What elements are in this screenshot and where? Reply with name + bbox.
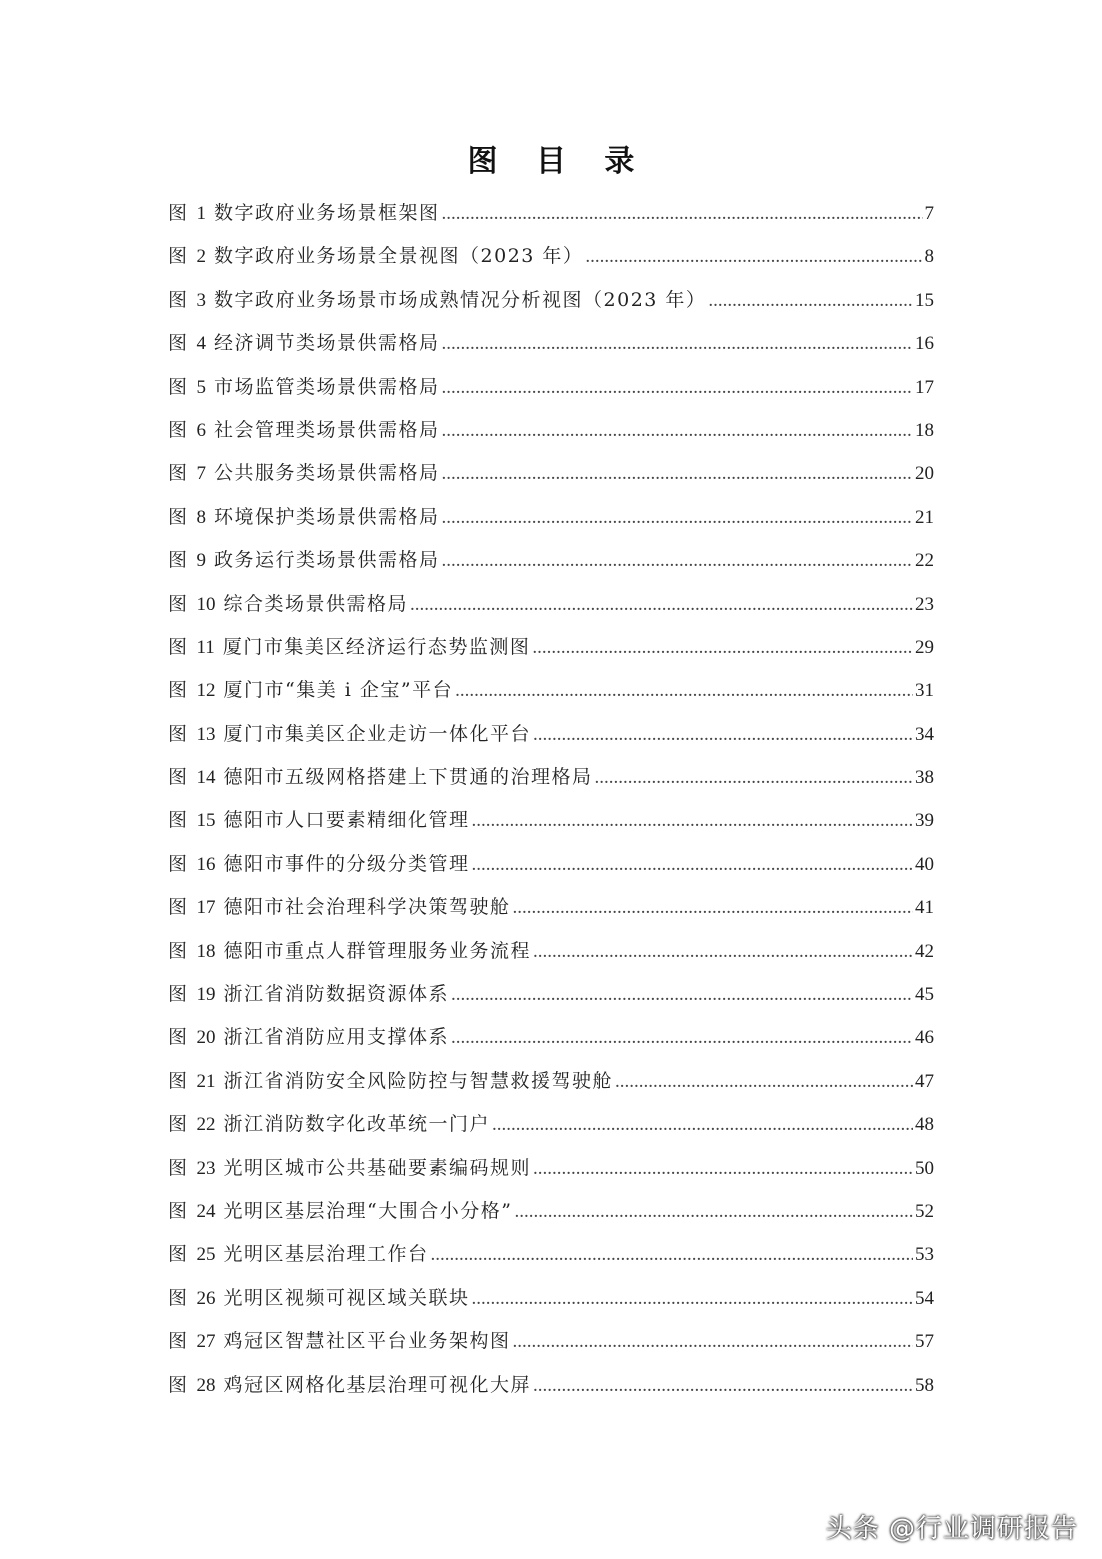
toc-entry-prefix: 图 <box>168 766 189 789</box>
toc-entry-prefix: 图 <box>168 1286 189 1309</box>
toc-entry-title: 光明区基层治理工作台 <box>223 1243 429 1266</box>
toc-entry[interactable] <box>168 1320 934 1363</box>
toc-entry[interactable] <box>168 886 934 929</box>
toc-entry-number: 20 <box>196 1027 216 1049</box>
dot-leader <box>442 539 913 582</box>
toc-entry-page: 39 <box>915 810 934 832</box>
toc-entry[interactable] <box>168 1190 934 1233</box>
toc-entry[interactable] <box>168 322 934 365</box>
toc-entry-page: 54 <box>915 1287 934 1309</box>
toc-entry-number: 16 <box>196 853 216 875</box>
toc-entry-page: 47 <box>915 1070 934 1092</box>
dot-leader <box>513 1320 913 1363</box>
toc-entry-prefix: 图 <box>168 462 189 485</box>
dot-leader <box>442 452 913 495</box>
dot-leader <box>492 1103 913 1146</box>
dot-leader <box>585 235 922 278</box>
toc-entry-prefix: 图 <box>168 1199 189 1222</box>
toc-entry-number: 28 <box>196 1374 216 1396</box>
watermark: 头条 @行业调研报告 <box>825 1514 1078 1544</box>
dot-leader <box>472 1277 913 1320</box>
dot-leader <box>410 583 913 626</box>
toc-entry-number: 11 <box>196 636 215 658</box>
toc-entry-number: 12 <box>196 680 216 702</box>
toc-entry-page: 31 <box>915 680 934 702</box>
toc-entry-page: 29 <box>915 636 934 658</box>
toc-entry[interactable] <box>168 1233 934 1276</box>
dot-leader <box>442 322 913 365</box>
toc-entry-page: 50 <box>915 1157 934 1179</box>
toc-entry-prefix: 图 <box>168 1026 189 1049</box>
toc-entry-page: 48 <box>915 1114 934 1136</box>
toc-entry-title: 环境保护类场景供需格局 <box>214 505 440 528</box>
toc-entry-page: 40 <box>915 853 934 875</box>
toc-entry[interactable] <box>168 843 934 886</box>
toc-entry-number: 1 <box>196 203 207 224</box>
toc-entry[interactable] <box>168 669 934 712</box>
dot-leader <box>533 1147 913 1190</box>
toc-entry[interactable] <box>168 1364 934 1407</box>
toc-entry-prefix: 图 <box>168 245 189 268</box>
toc-entry-prefix: 图 <box>168 809 189 832</box>
toc-entry-prefix: 图 <box>168 1330 189 1353</box>
toc-entry-number: 19 <box>196 984 216 1006</box>
toc-entry-title: 数字政府业务场景市场成熟情况分析视图（2023 年） <box>214 288 707 311</box>
dot-leader <box>431 1233 913 1276</box>
toc-entry-number: 18 <box>196 940 216 962</box>
toc-entry-number: 2 <box>196 246 207 268</box>
page-title: 图 目 录 <box>467 144 649 179</box>
toc-entry-page: 22 <box>915 550 934 572</box>
toc-entry[interactable] <box>168 235 934 278</box>
dot-leader <box>472 843 913 886</box>
toc-entry-number: 15 <box>196 810 216 832</box>
toc-entry[interactable] <box>168 756 934 799</box>
toc-entry-prefix: 图 <box>168 1069 189 1092</box>
toc-entry-page: 53 <box>915 1244 934 1266</box>
toc-entry-page: 38 <box>915 767 934 789</box>
dot-leader <box>451 973 913 1016</box>
toc-entry-title: 光明区城市公共基础要素编码规则 <box>223 1156 532 1179</box>
toc-entry-prefix: 图 <box>168 202 189 224</box>
toc-entry-prefix: 图 <box>168 852 189 875</box>
toc-entry-prefix: 图 <box>168 288 189 311</box>
toc-entry-prefix: 图 <box>168 1156 189 1179</box>
toc-entry-title: 数字政府业务场景全景视图（2023 年） <box>214 245 584 268</box>
toc-entry-prefix: 图 <box>168 375 189 398</box>
toc-entry[interactable] <box>168 583 934 626</box>
toc-entry-page: 20 <box>915 463 934 485</box>
toc-entry-prefix: 图 <box>168 592 189 615</box>
toc-entry[interactable] <box>168 496 934 539</box>
toc-entry-prefix: 图 <box>168 635 189 658</box>
toc-entry[interactable] <box>168 1277 934 1320</box>
toc-entry-prefix: 图 <box>168 1113 189 1136</box>
toc-entry-number: 25 <box>196 1244 216 1266</box>
toc-entry[interactable] <box>168 930 934 973</box>
toc-entry-number: 5 <box>196 376 207 398</box>
toc-entry-page: 46 <box>915 1027 934 1049</box>
toc-entry-number: 26 <box>196 1287 216 1309</box>
toc-entry-title: 德阳市五级网格搭建上下贯通的治理格局 <box>223 766 593 789</box>
toc-entry-prefix: 图 <box>168 679 189 702</box>
toc-entry-page: 21 <box>915 506 934 528</box>
dot-leader <box>532 626 913 669</box>
toc-entry[interactable] <box>168 192 934 235</box>
toc-entry-title: 浙江省消防安全风险防控与智慧救援驾驶舱 <box>223 1069 614 1092</box>
toc-entry-page: 23 <box>915 593 934 615</box>
toc-entry-title: 数字政府业务场景框架图 <box>214 202 440 224</box>
toc-entry-prefix: 图 <box>168 505 189 528</box>
toc-entry-number: 17 <box>196 897 216 919</box>
toc-entry-number: 3 <box>196 289 207 311</box>
toc-entry-title: 德阳市事件的分级分类管理 <box>223 852 470 875</box>
dot-leader <box>514 1190 913 1233</box>
toc-entry-number: 10 <box>196 593 216 615</box>
toc-entry-title: 光明区基层治理“大围合小分格” <box>223 1199 513 1222</box>
toc-entry[interactable] <box>168 626 934 669</box>
dot-leader <box>442 409 913 452</box>
toc-entry-title: 德阳市人口要素精细化管理 <box>223 809 470 832</box>
toc-entry-title: 经济调节类场景供需格局 <box>214 332 440 355</box>
figure-table-of-contents <box>168 192 934 1407</box>
toc-entry-title: 光明区视频可视区域关联块 <box>223 1286 470 1309</box>
toc-entry-prefix: 图 <box>168 983 189 1006</box>
toc-entry-title: 浙江省消防应用支撑体系 <box>223 1026 450 1049</box>
toc-entry[interactable] <box>168 409 934 452</box>
toc-entry[interactable] <box>168 713 934 756</box>
toc-entry-number: 24 <box>196 1200 216 1222</box>
toc-entry-page: 52 <box>915 1200 934 1222</box>
toc-entry-title: 厦门市集美区经济运行态势监测图 <box>222 635 531 658</box>
toc-entry[interactable] <box>168 366 934 409</box>
dot-leader <box>595 756 913 799</box>
dot-leader <box>533 713 913 756</box>
toc-entry-page: 17 <box>915 376 934 398</box>
dot-leader <box>442 496 913 539</box>
toc-entry-page: 45 <box>915 984 934 1006</box>
toc-entry-title: 厦门市“集美 i 企宝”平台 <box>223 679 454 702</box>
toc-entry-number: 22 <box>196 1114 216 1136</box>
dot-leader <box>455 669 913 712</box>
toc-entry-number: 21 <box>196 1070 216 1092</box>
toc-entry-page: 58 <box>915 1374 934 1396</box>
toc-entry-prefix: 图 <box>168 418 189 441</box>
toc-entry-page: 15 <box>915 289 934 311</box>
toc-entry-title: 德阳市社会治理科学决策驾驶舱 <box>223 896 511 919</box>
toc-entry-prefix: 图 <box>168 1373 189 1396</box>
toc-entry-title: 浙江省消防数据资源体系 <box>223 983 450 1006</box>
toc-entry[interactable] <box>168 1016 934 1059</box>
toc-entry-page: 57 <box>915 1331 934 1353</box>
toc-entry-title: 德阳市重点人群管理服务业务流程 <box>223 939 532 962</box>
toc-entry-title: 鸡冠区智慧社区平台业务架构图 <box>223 1330 511 1353</box>
toc-entry-number: 14 <box>196 767 216 789</box>
dot-leader <box>451 1016 913 1059</box>
dot-leader <box>513 886 913 929</box>
toc-entry[interactable] <box>168 1103 934 1146</box>
toc-entry-prefix: 图 <box>168 896 189 919</box>
toc-entry-prefix: 图 <box>168 1243 189 1266</box>
toc-entry-page: 41 <box>915 897 934 919</box>
toc-entry-page: 34 <box>915 723 934 745</box>
toc-entry[interactable] <box>168 973 934 1016</box>
dot-leader <box>615 1060 913 1103</box>
toc-entry[interactable] <box>168 1060 934 1103</box>
toc-entry-number: 8 <box>196 506 207 528</box>
dot-leader <box>533 1364 913 1407</box>
toc-entry-number: 13 <box>196 723 216 745</box>
toc-entry-title: 政务运行类场景供需格局 <box>214 549 440 572</box>
toc-entry-page: 18 <box>915 419 934 441</box>
toc-entry-page: 8 <box>924 246 934 268</box>
toc-entry-number: 6 <box>196 419 207 441</box>
toc-entry-number: 4 <box>196 333 207 355</box>
dot-leader <box>708 279 913 322</box>
toc-entry-number: 9 <box>196 550 207 572</box>
dot-leader <box>442 366 913 409</box>
toc-entry-page: 16 <box>915 333 934 355</box>
toc-entry-page: 42 <box>915 940 934 962</box>
toc-entry-prefix: 图 <box>168 332 189 355</box>
toc-entry-prefix: 图 <box>168 722 189 745</box>
toc-entry-number: 27 <box>196 1331 216 1353</box>
toc-entry-title: 公共服务类场景供需格局 <box>214 462 440 485</box>
toc-entry[interactable] <box>168 279 934 322</box>
toc-entry-title: 社会管理类场景供需格局 <box>214 418 440 441</box>
toc-entry-prefix: 图 <box>168 549 189 572</box>
toc-entry-number: 7 <box>196 463 207 485</box>
toc-entry-title: 厦门市集美区企业走访一体化平台 <box>223 722 532 745</box>
toc-entry[interactable] <box>168 1147 934 1190</box>
toc-entry-title: 综合类场景供需格局 <box>223 592 409 615</box>
toc-entry[interactable] <box>168 452 934 495</box>
toc-entry-prefix: 图 <box>168 939 189 962</box>
toc-entry-title: 浙江消防数字化改革统一门户 <box>223 1113 491 1136</box>
toc-entry-page: 7 <box>924 203 934 224</box>
dot-leader <box>442 192 923 235</box>
toc-entry-number: 23 <box>196 1157 216 1179</box>
toc-entry-title: 市场监管类场景供需格局 <box>214 375 440 398</box>
toc-entry[interactable] <box>168 539 934 582</box>
dot-leader <box>533 930 913 973</box>
toc-entry-title: 鸡冠区网格化基层治理可视化大屏 <box>223 1373 532 1396</box>
dot-leader <box>472 799 913 842</box>
toc-entry[interactable] <box>168 799 934 842</box>
